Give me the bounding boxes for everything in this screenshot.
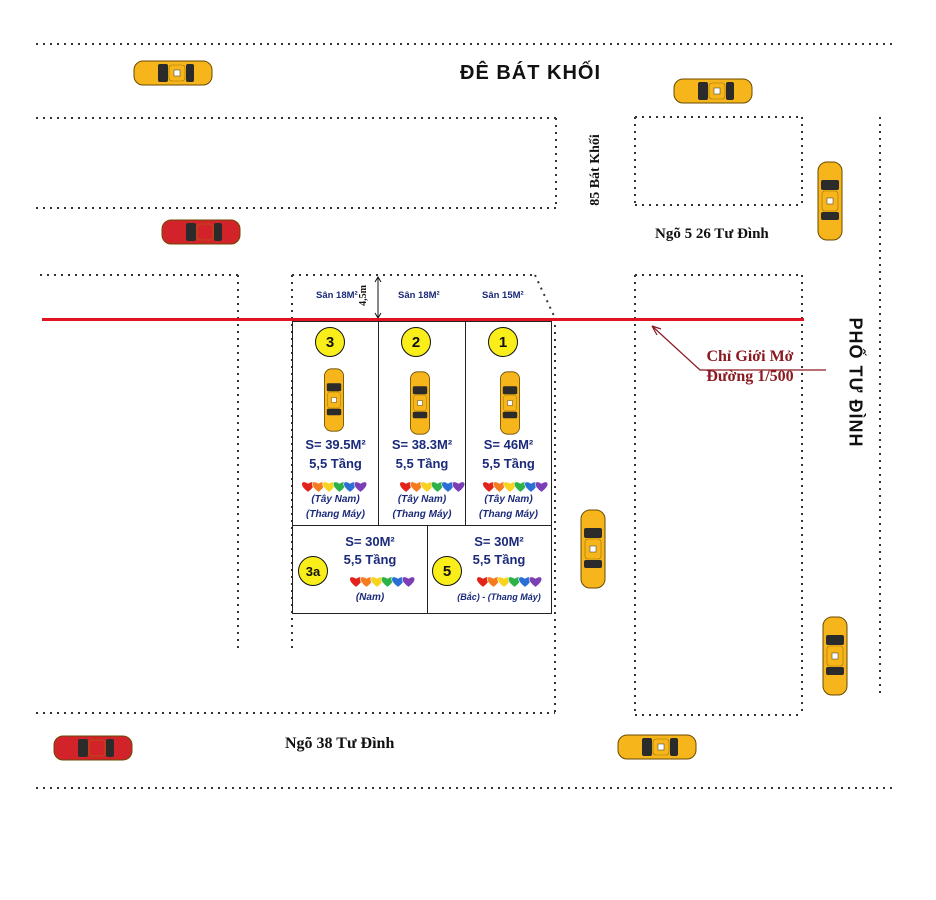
boundary-note: Chỉ Giới Mở Đường 1/500 (706, 348, 794, 385)
lot-extra: (Thang Máy) (392, 509, 452, 520)
lot-5[interactable] (427, 525, 552, 614)
lot-number-badge: 3a (298, 556, 328, 586)
lot-number-badge: 1 (488, 327, 518, 357)
street-label-top: ĐÊ BÁT KHỐI (460, 62, 601, 84)
lot-area: S= 46M² (483, 437, 534, 452)
hearts-icon (397, 476, 467, 494)
lot-area: S= 39.5M² (305, 437, 366, 452)
lot-floors: 5,5 Tầng (482, 456, 535, 471)
lot-number-badge: 3 (315, 327, 345, 357)
red-car-icon (160, 217, 242, 252)
yard-label: Sân 18M² (316, 290, 358, 301)
lot-floors: 5,5 Tầng (309, 456, 362, 471)
taxi-icon (672, 76, 754, 111)
hearts-icon (474, 571, 544, 589)
hearts-icon (347, 571, 417, 589)
lot-extra: (Thang Máy) (479, 509, 538, 520)
lot-3[interactable] (292, 321, 379, 526)
lot-area: S= 38.3M² (391, 437, 453, 452)
lot-floors: 5,5 Tầng (395, 456, 449, 471)
street-label-bottom: Ngõ 38 Tư Đình (285, 735, 395, 752)
lot-number-badge: 5 (432, 556, 462, 586)
lot-area: S= 30M² (474, 534, 524, 549)
lot-3a[interactable] (292, 525, 428, 614)
street-label-lane: Ngõ 5 26 Tư Đình (655, 226, 769, 242)
lot-direction: (Bắc) - (Thang Máy) (457, 592, 541, 602)
lot-direction: (Tây Nam) (311, 494, 360, 505)
taxi-icon (132, 58, 214, 93)
yard-label: Sân 15M² (482, 290, 524, 301)
red-car-icon (52, 733, 134, 768)
lot-floors: 5,5 Tầng (472, 552, 526, 567)
taxi-icon (322, 367, 346, 438)
lot-1[interactable] (465, 321, 552, 526)
hearts-icon (299, 476, 369, 494)
lot-direction: (Tây Nam) (397, 494, 447, 505)
lot-number-badge: 2 (401, 327, 431, 357)
street-label-right: PHỐ TƯ ĐÌNH (845, 317, 866, 448)
street-label-vertical: 85 Bát Khối (588, 134, 603, 206)
lot-floors: 5,5 Tầng (343, 552, 397, 567)
lot-area: S= 30M² (345, 534, 395, 549)
lot-extra: (Thang Máy) (306, 509, 365, 520)
taxi-icon (578, 508, 608, 595)
lot-direction: (Nam) (355, 592, 385, 603)
hearts-icon (480, 476, 550, 494)
taxi-icon (820, 615, 850, 702)
taxi-icon (408, 370, 432, 441)
taxi-icon (616, 732, 698, 767)
lot-direction: (Tây Nam) (484, 494, 533, 505)
yard-label: Sân 18M² (398, 290, 440, 301)
taxi-icon (498, 370, 522, 441)
lot-2[interactable] (378, 321, 466, 526)
taxi-icon (815, 160, 845, 247)
setback-label: 4,5m (357, 285, 369, 306)
